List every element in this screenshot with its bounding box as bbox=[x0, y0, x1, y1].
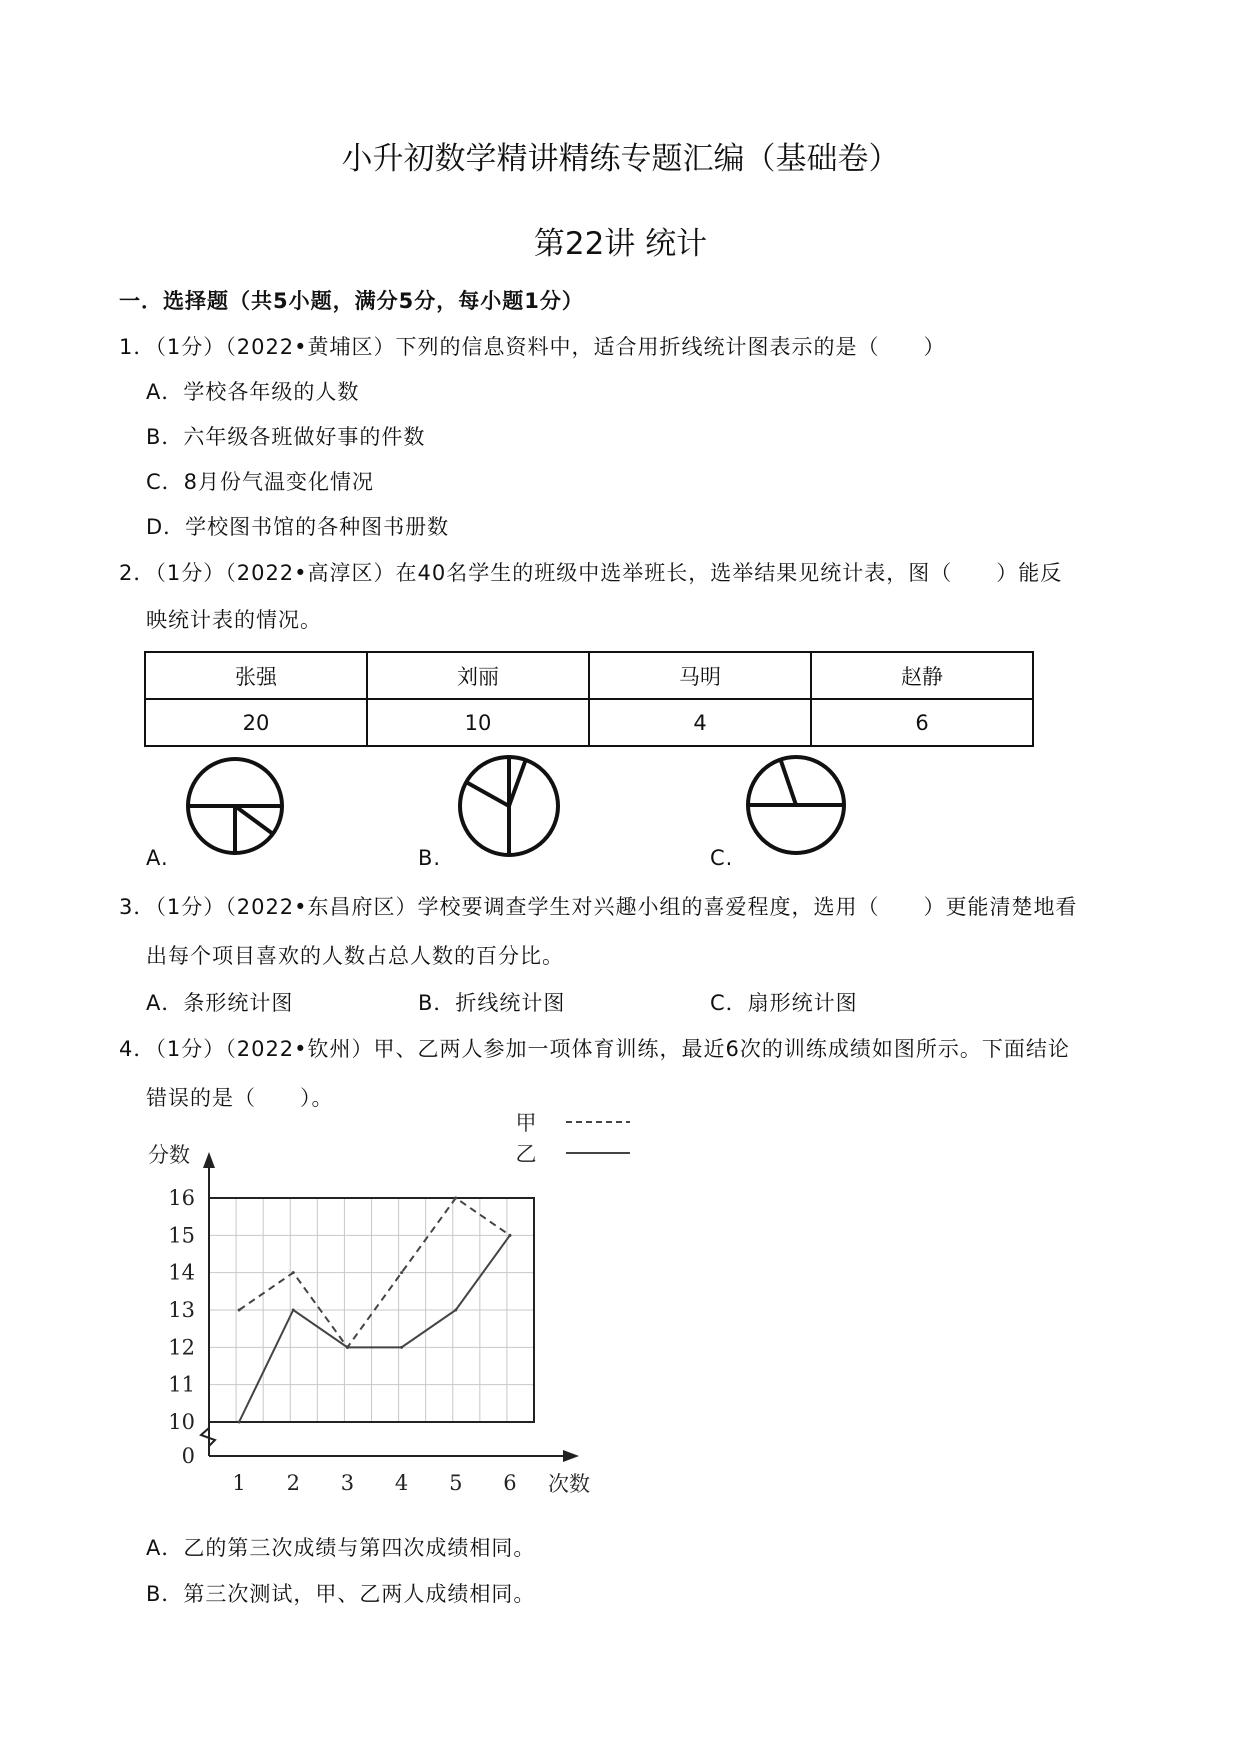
line-chart bbox=[0, 1110, 700, 1510]
x-axis-label: 次数 bbox=[548, 1472, 590, 1496]
vote-table-value-cell: 4 bbox=[589, 699, 811, 746]
y-tick-label: 0 bbox=[181, 1444, 195, 1468]
y-tick-label: 13 bbox=[168, 1298, 195, 1322]
x-tick-label: 2 bbox=[286, 1471, 300, 1495]
q2-option-a-label: A. bbox=[146, 846, 169, 870]
document-title: 小升初数学精讲精练专题汇编（基础卷） bbox=[341, 141, 900, 177]
vote-table-header-row bbox=[145, 652, 1033, 699]
q1-stem: 1．（1分）（2022•黄埔区）下列的信息资料中，适合用折线统计图表示的是（ ） bbox=[119, 335, 946, 359]
series-point bbox=[508, 1234, 511, 1237]
q4-option-a: A．乙的第三次成绩与第四次成绩相同。 bbox=[146, 1536, 536, 1560]
pie-a-icon bbox=[185, 756, 285, 856]
vote-table-name-cell: 刘丽 bbox=[367, 652, 589, 699]
lecture-title: 第22讲 统计 bbox=[533, 226, 708, 262]
x-axis-arrow bbox=[563, 1450, 579, 1462]
q4-stem-line1: 4．（1分）（2022•钦州）甲、乙两人参加一项体育训练，最近6次的训练成绩如图所示。下面结论 bbox=[119, 1037, 1070, 1061]
y-axis-label: 分数 bbox=[148, 1143, 190, 1167]
series-point bbox=[454, 1309, 457, 1312]
q4-stem-line2: 错误的是（ ）。 bbox=[146, 1086, 334, 1110]
x-tick-label: 1 bbox=[232, 1471, 246, 1495]
q3-stem-line1: 3．（1分）（2022•东昌府区）学校要调查学生对兴趣小组的喜爱程度，选用（ ）更能清楚地看 bbox=[119, 895, 1078, 919]
q3-option-c: C．扇形统计图 bbox=[710, 991, 858, 1015]
q1-option-a: A．学校各年级的人数 bbox=[146, 380, 360, 404]
series-point bbox=[346, 1346, 349, 1349]
y-tick-label: 11 bbox=[168, 1372, 195, 1397]
vote-table bbox=[144, 651, 1034, 747]
q1-option-b: B．六年级各班做好事的件数 bbox=[146, 425, 426, 449]
section-header: 一．选择题（共5小题，满分5分，每小题1分） bbox=[119, 289, 584, 313]
q1-option-d: D．学校图书馆的各种图书册数 bbox=[146, 515, 450, 539]
q3-option-b: B．折线统计图 bbox=[418, 991, 566, 1015]
vote-table-value-cell: 6 bbox=[811, 699, 1033, 746]
q2-stem-line1: 2．（1分）（2022•高淳区）在40名学生的班级中选举班长，选举结果见统计表，图（ ）能反 bbox=[119, 561, 1063, 585]
q2-option-c-label: C. bbox=[710, 846, 734, 870]
x-tick-label: 5 bbox=[449, 1471, 463, 1495]
q1-option-c: C．8月份气温变化情况 bbox=[146, 470, 375, 494]
x-tick-label: 3 bbox=[340, 1471, 355, 1495]
vote-table-name-cell: 马明 bbox=[589, 652, 811, 699]
vote-table-value-row bbox=[145, 699, 1033, 746]
y-tick-label: 14 bbox=[168, 1260, 195, 1285]
y-axis-arrow bbox=[203, 1152, 215, 1168]
q3-stem-line2: 出每个项目喜欢的人数占总人数的百分比。 bbox=[146, 944, 564, 968]
q4-option-b: B．第三次测试，甲、乙两人成绩相同。 bbox=[146, 1582, 536, 1606]
legend-label: 乙 bbox=[515, 1142, 537, 1166]
q3-option-a: A．条形统计图 bbox=[146, 991, 294, 1015]
series-point bbox=[292, 1271, 295, 1274]
vote-table-name-cell: 赵静 bbox=[811, 652, 1033, 699]
q2-stem-line2: 映统计表的情况。 bbox=[146, 608, 322, 632]
q2-option-b-label: B. bbox=[418, 846, 442, 870]
x-tick-label: 6 bbox=[503, 1471, 517, 1495]
vote-table-name-cell: 张强 bbox=[145, 652, 367, 699]
legend-label: 甲 bbox=[515, 1111, 537, 1135]
x-tick-label: 4 bbox=[394, 1471, 409, 1495]
vote-table-value-cell: 20 bbox=[145, 699, 367, 746]
series-point bbox=[292, 1309, 295, 1312]
y-tick-label: 15 bbox=[168, 1223, 195, 1248]
series-line-2 bbox=[239, 1235, 510, 1422]
y-tick-label: 16 bbox=[168, 1186, 195, 1210]
vote-table-value-cell: 10 bbox=[367, 699, 589, 746]
pie-c-icon bbox=[745, 754, 847, 856]
series-point bbox=[238, 1421, 241, 1424]
series-point bbox=[400, 1271, 403, 1274]
y-tick-label: 12 bbox=[168, 1335, 195, 1360]
y-tick-label: 10 bbox=[168, 1410, 195, 1434]
series-point bbox=[238, 1309, 241, 1312]
pie-b-icon bbox=[457, 754, 561, 858]
series-point bbox=[454, 1197, 457, 1200]
series-point bbox=[400, 1346, 403, 1349]
